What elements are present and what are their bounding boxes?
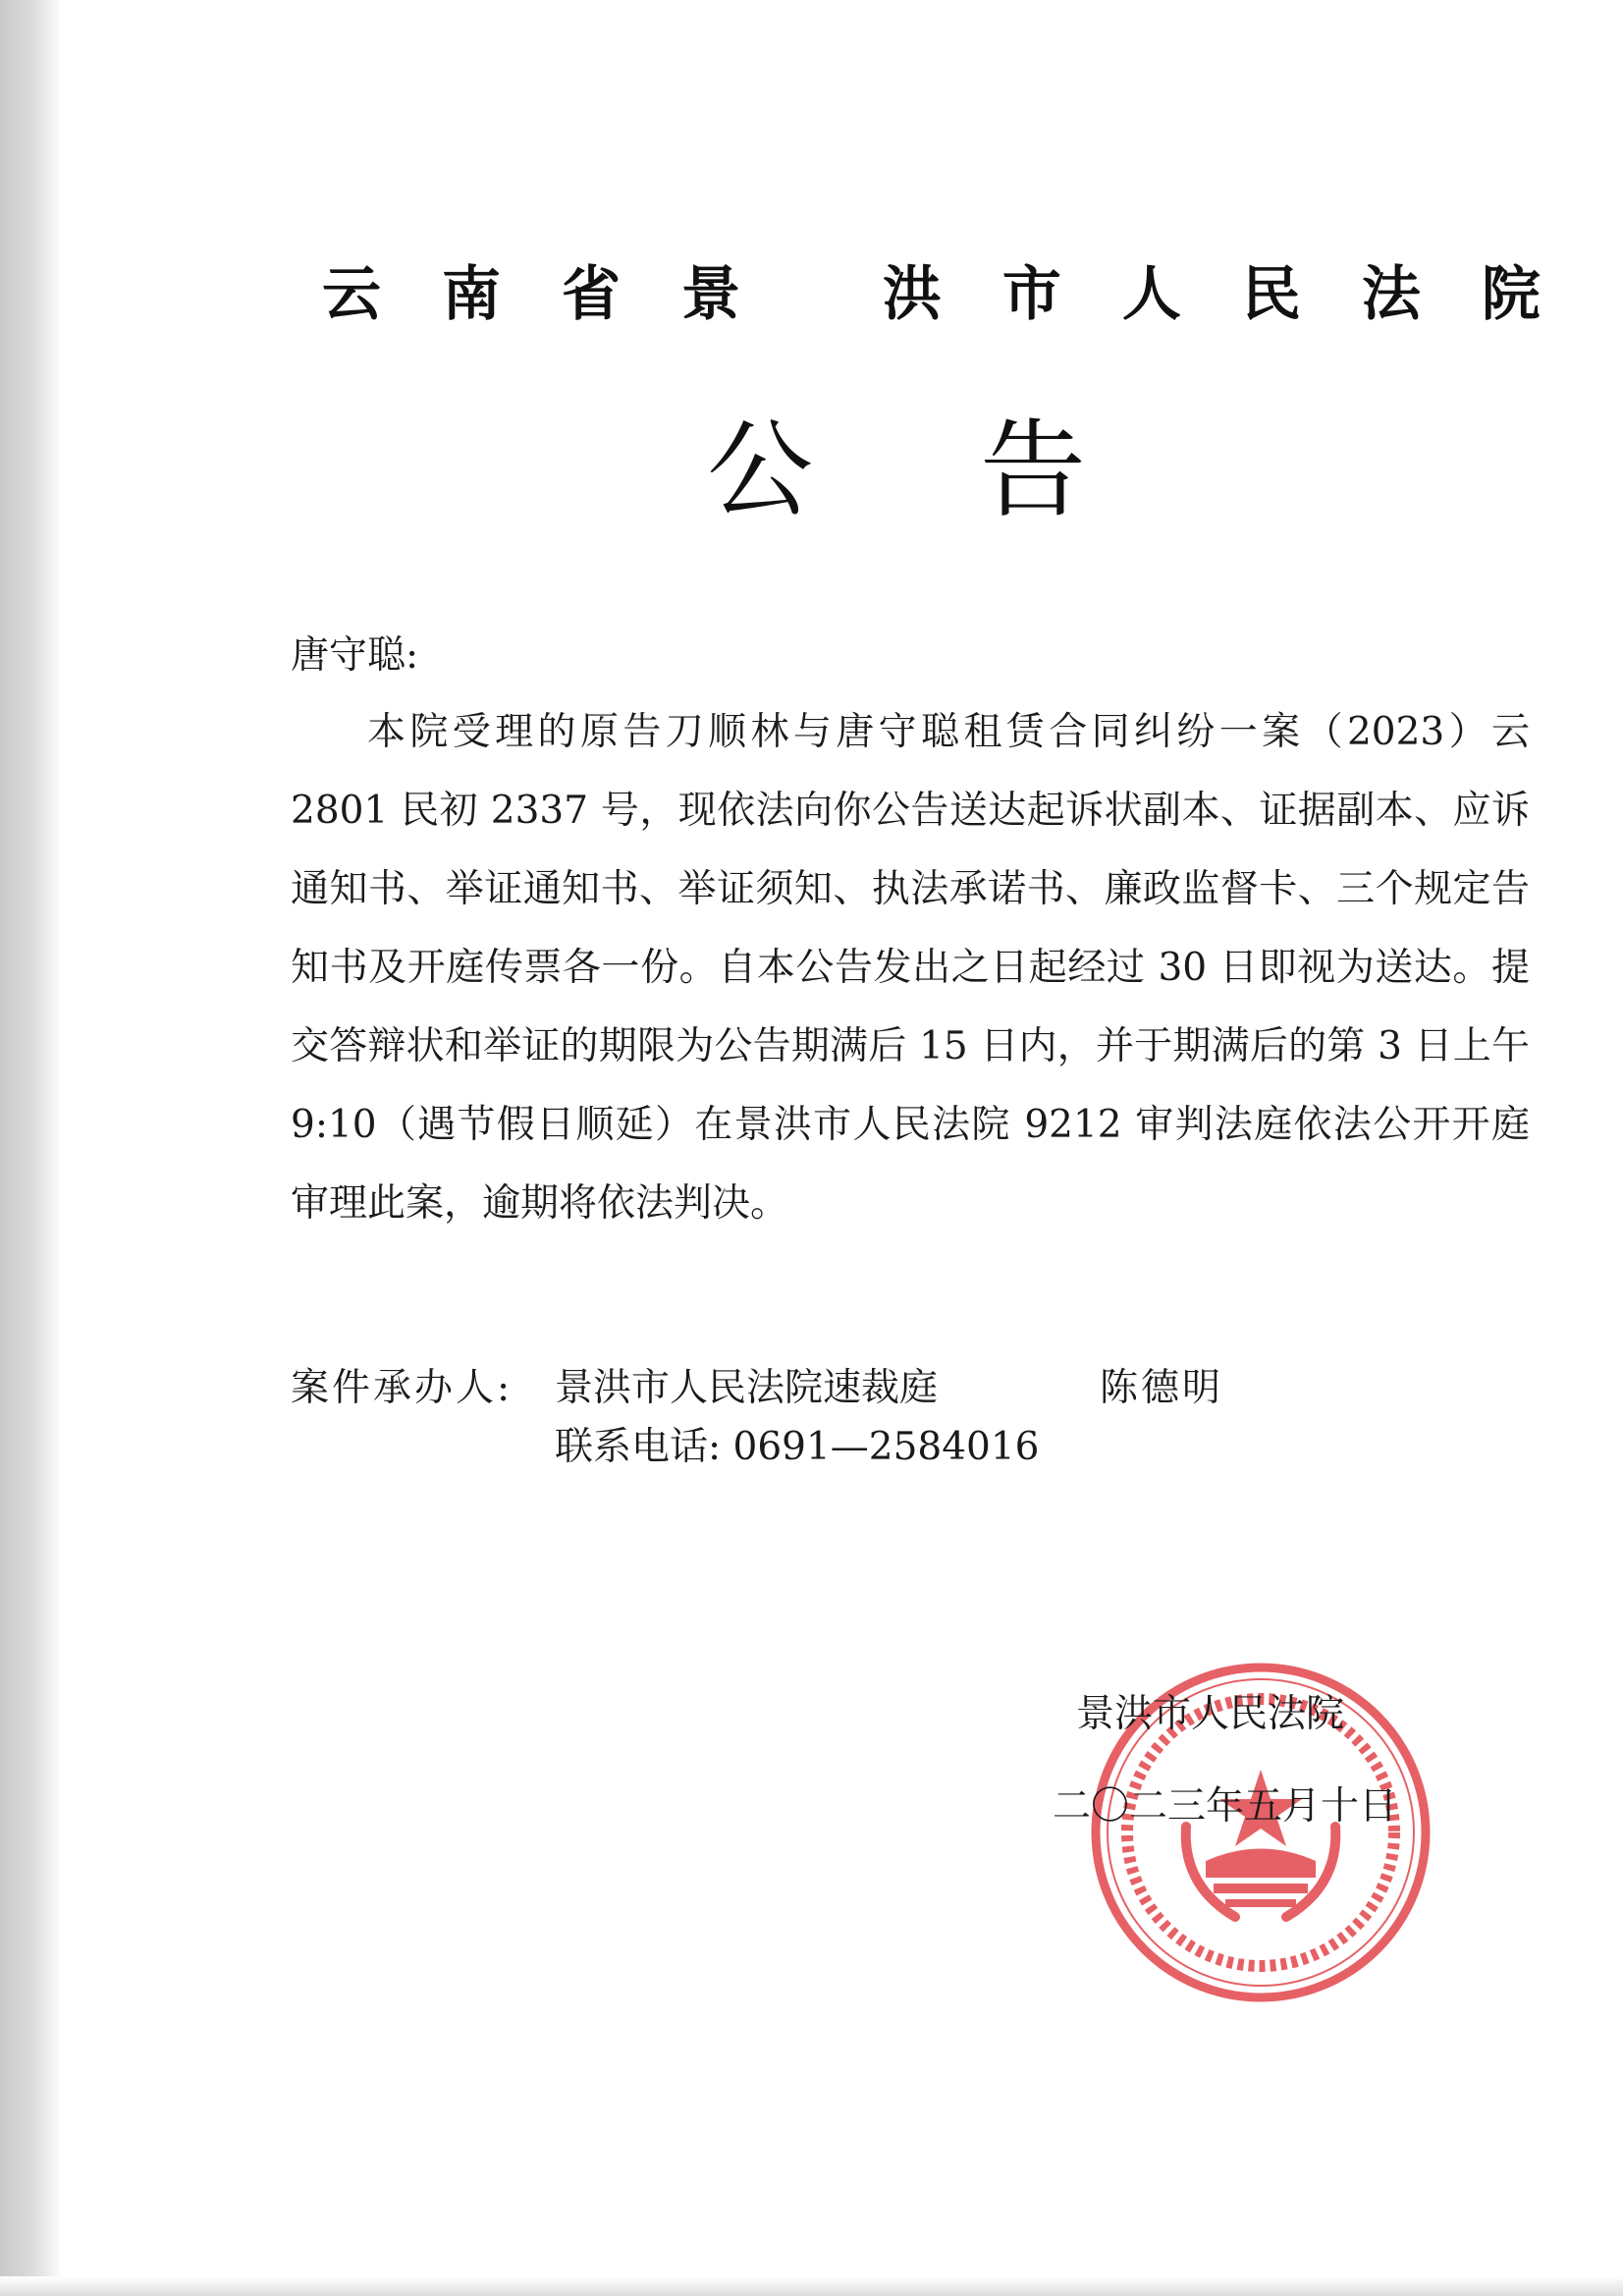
signing-court: 景洪市人民法院 [1076, 1692, 1345, 1736]
scan-shadow-edge [0, 0, 61, 2296]
handler-label: 案件承办人: [291, 1366, 514, 1410]
notice-body: 本院受理的原告刀顺林与唐守聪租赁合同纠纷一案（2023）云 2801 民初 2337 号，现依法向你公告送达起诉状副本、证据副本、应诉通知书、举证通知书、举证须知、执法承诺书、廉政监督卡、三个规定告知书及开庭传票各一份。自本公告发出之日起经过 30 日即视为送达。提交答辩状和举证的期限为公告期满后 15 日内，并于期满后的第 3 日上午 9:10（遇节假日顺延）在景洪市人民法院 9212 审判法庭依法公开开庭审理此案，逾期将依法判决。 [291, 710, 1530, 1226]
addressee: 唐守聪: [291, 633, 419, 678]
contact-phone: 联系电话: 0691—2584016 [555, 1425, 1040, 1469]
handler-department: 景洪市人民法院速裁庭 [555, 1366, 939, 1410]
notice-heading: 公告 [707, 410, 1254, 532]
scan-shadow-bottom [0, 2276, 1623, 2296]
handler-name: 陈德明 [1100, 1366, 1224, 1410]
court-name-heading: 云南省景 洪市人民法院 [322, 260, 1601, 329]
signing-date: 二〇二三年五月十日 [1053, 1784, 1398, 1829]
